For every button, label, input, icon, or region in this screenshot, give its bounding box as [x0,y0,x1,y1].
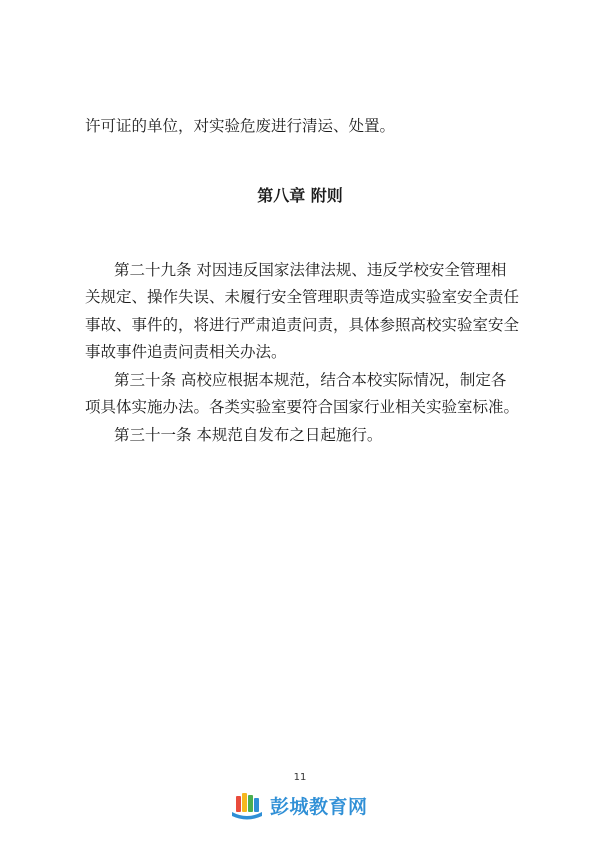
paragraph-line: 项具体实施办法。各类实验室要符合国家行业相关实验室标准。 [85,398,520,416]
book-logo-icon [230,790,264,820]
chapter-title: 第八章 附则 [257,186,343,205]
paragraph-line: 事故、事件的，将进行严肃追责问责，具体参照高校实验室安全 [85,316,520,334]
paragraph-line: 第三十条 高校应根据本规范，结合本校实际情况，制定各 [114,371,507,389]
footer-logo [230,790,368,820]
paragraph-line: 许可证的单位，对实验危废进行清运、处置。 [85,117,396,135]
paragraph-line: 关规定、操作失误、未履行安全管理职责等造成实验室安全责任 [85,288,520,306]
site-logo-text: 彭城教育网 [270,795,368,818]
paragraph-line: 第三十一条 本规范自发布之日起施行。 [114,426,383,444]
paragraph-line: 事故事件追责问责相关办法。 [85,343,287,361]
paragraph-line: 第二十九条 对因违反国家法律法规、违反学校安全管理相 [114,261,507,279]
page-number: 11 [293,772,307,783]
